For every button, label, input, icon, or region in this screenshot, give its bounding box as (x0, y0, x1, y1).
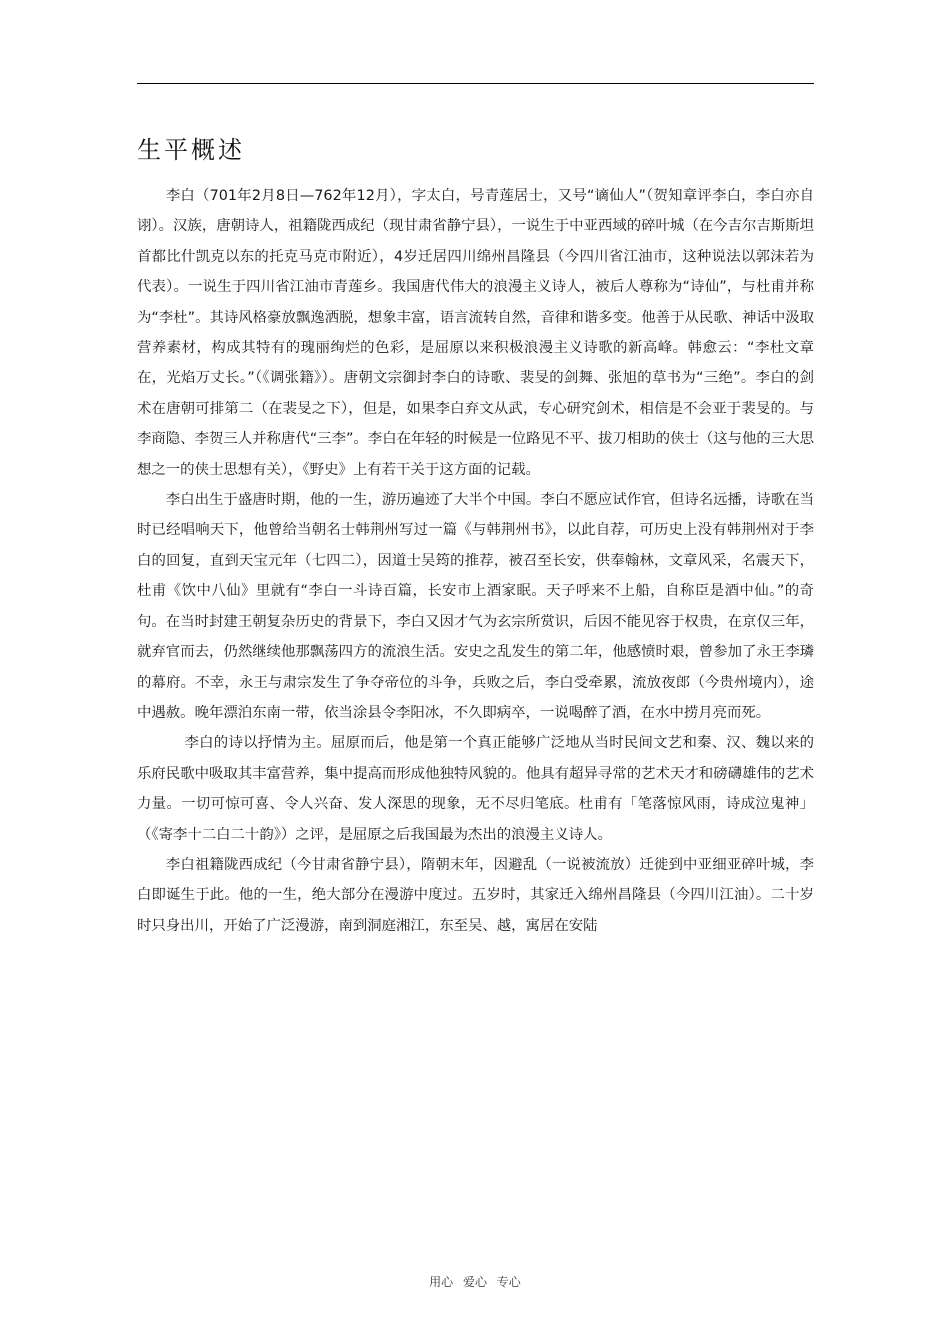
paragraph-ancestry: 李白祖籍陇西成纪（今甘肃省静宁县），隋朝末年，因避乱（一说被流放）迁徙到中亚细亚碎叶城，李白即诞生于此。他的一生，绝大部分在漫游中度过。五岁时，其家迁入绵州昌隆县（今四川江油）。二十岁时只身出川，开始了广泛漫游，南到洞庭湘江，东至吴、越，寓居在安陆 (137, 856, 814, 934)
section-title: 生平概述 (137, 136, 245, 164)
paragraph-life: 李白出生于盛唐时期，他的一生，游历遍迹了大半个中国。李白不愿应试作官，但诗名远播，诗歌在当时已经唱响天下，他曾给当朝名士韩荆州写过一篇《与韩荆州书》，以此自荐，可历史上没有韩荆州对于李白的回复，直到天宝元年（七四二），因道士吴筠的推荐，被召至长安，供奉翰林，文章风采，名震天下，杜甫《饮中八仙》里就有“李白一斗诗百篇，长安市上酒家眠。天子呼来不上船，自称臣是酒中仙。”的奇句。在当时封建王朝复杂历史的背景下，李白又因才气为玄宗所赏识，后因不能见容于权贵，在京仅三年，就弃官而去，仍然继续他那飘荡四方的流浪生活。安史之乱发生的第二年，他感愤时艰，曾参加了永王李璘的幕府。不幸，永王与肃宗发生了争夺帝位的斗争，兵败之后，李白受牵累，流放夜郎（今贵州境内），途中遇赦。晚年漂泊东南一带，依当涂县令李阳冰，不久即病卒，一说喝醉了酒，在水中捞月亮而死。 (137, 492, 814, 721)
page-footer: 用心 爱心 专心 (429, 1275, 521, 1289)
paragraph-poetry: 李白的诗以抒情为主。屈原而后，他是第一个真正能够广泛地从当时民间文艺和秦、汉、魏以来的乐府民歌中吸取其丰富营养，集中提高而形成他独特风貌的。他具有超异寻常的艺术天才和磅礴雄伟的艺术力量。一切可惊可喜、令人兴奋、发人深思的现象，无不尽归笔底。杜甫有「笔落惊风雨，诗成泣鬼神」（《寄李十二白二十韵》）之评，是屈原之后我国最为杰出的浪漫主义诗人。 (137, 735, 814, 843)
body-text (137, 181, 814, 941)
header-rule (137, 83, 814, 84)
paragraph-intro: 李白（701年2月8日—762年12月），字太白，号青莲居士，又号“谪仙人”（贺知章评李白，李白亦自诩）。汉族，唐朝诗人，祖籍陇西成纪（现甘肃省静宁县），一说生于中亚西域的碎叶城（在今吉尔吉斯斯坦首都比什凯克以东的托克马克市附近），4岁迁居四川绵州昌隆县（今四川省江油市，这种说法以郭沫若为代表）。一说生于四川省江油市青莲乡。我国唐代伟大的浪漫主义诗人，被后人尊称为“诗仙”，与杜甫并称为“李杜”。其诗风格豪放飘逸洒脱，想象丰富，语言流转自然，音律和谐多变。他善于从民歌、神话中汲取营养素材，构成其特有的瑰丽绚烂的色彩，是屈原以来积极浪漫主义诗歌的新高峰。韩愈云：“李杜文章在，光焰万丈长。”（《调张籍》）。唐朝文宗御封李白的诗歌、裴旻的剑舞、张旭的草书为“三绝”。李白的剑术在唐朝可排第二（在裴旻之下），但是，如果李白弃文从武，专心研究剑术，相信是不会亚于裴旻的。与李商隐、李贺三人并称唐代“三李”。李白在年轻的时候是一位路见不平、拔刀相助的侠士（这与他的三大思想之一的侠士思想有关），《野史》上有若干关于这方面的记载。 (137, 188, 814, 478)
